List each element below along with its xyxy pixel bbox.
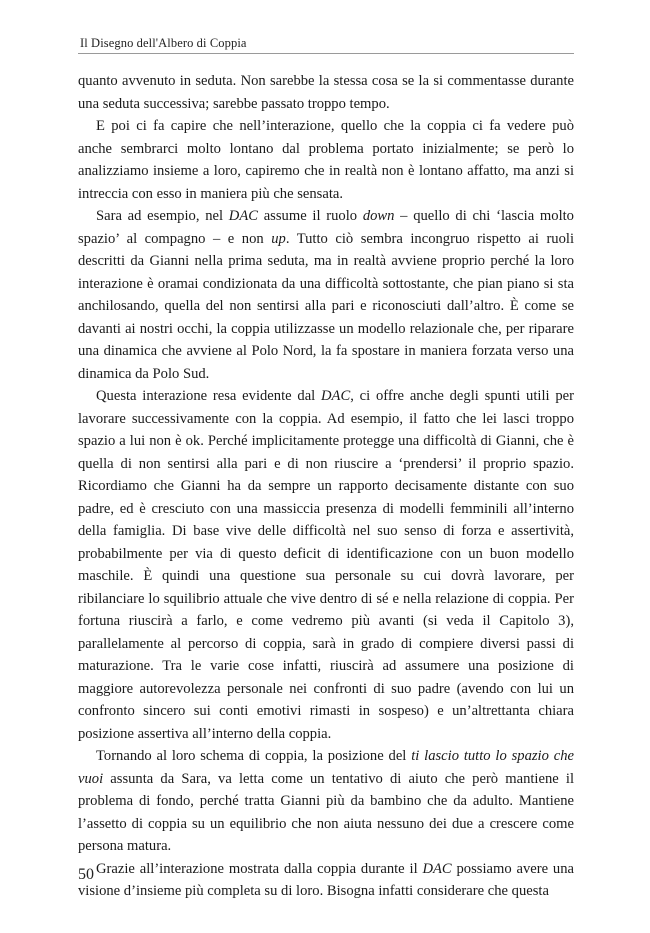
paragraph (78, 205, 574, 385)
running-head-title: Il Disegno dell'Albero di Coppia (80, 36, 247, 50)
italic-text: DAC (228, 208, 258, 224)
text-run: Tornando al loro schema di coppia, la posizione del (96, 748, 412, 764)
header-rule (78, 53, 574, 54)
italic-text: ti lascio tutto lo spazio che vuoi (78, 748, 574, 787)
text-run: Grazie all’interazione mostrata dalla coppia durante il (96, 860, 423, 877)
text-run: assunta da Sara, va letta come un tentativo di aiuto che però mantiene il problema di fondo, perché tratta Gianni più da bambino che da adulto. Mantiene l’assetto di coppia su un equilibrio che non aiuta nessuno dei due a crescere come persona matura. (78, 770, 574, 854)
paragraph (78, 70, 574, 115)
text-run: – quello di chi ‘lascia molto spazio’ al compagno – e non (78, 208, 574, 247)
text-run: E poi ci fa capire che nell’interazione, quello che la coppia ci fa vedere può anche sembrarci molto lontano dal problema portato inizialmente; se però lo analizziamo insieme a loro, capiremo che in realtà non è lontano affatto, ma anzi si intreccia con esso in maniera più che sensata. (78, 118, 574, 202)
page-body (78, 70, 574, 903)
italic-text: down (362, 208, 395, 224)
italic-text: DAC (321, 388, 351, 404)
text-run: Sara ad esempio, nel (96, 208, 229, 224)
italic-text: DAC (422, 860, 452, 877)
text-run: assume il ruolo (257, 208, 363, 224)
italic-text: up (271, 230, 286, 247)
text-run: quanto avvenuto in seduta. Non sarebbe la stessa cosa se la si commentasse durante una seduta successiva; sarebbe passato troppo tempo. (78, 73, 574, 112)
text-run: , ci offre anche degli spunti utili per lavorare successivamente con la coppia. Ad esempio, il fatto che lei lasci troppo spazio a lui non è ok. Perché implicitamente protegge una difficoltà di Gianni, che è quella di non sentirsi alla pari e di non riuscire a ‘prendersi’ il proprio spazio. Ricordiamo che Gianni ha da sempre un rapporto decisamente distante con suo padre, ed è cresciuto con una massiccia presenza di modelli femminili all’interno della famiglia. Di base vive delle difficoltà nel suo senso di forza e assertività, probabilmente per via di questo deficit di identificazione con un buon modello maschile. È quindi una questione sua personale su cui dovrà lavorare, per ribilanciare lo squilibrio attuale che vive dentro di sé e nella relazione di coppia. Per fortuna riuscirà a farlo, e come vedremo più avanti (si veda il Capitolo 3), parallelamente al percorso di coppia, sarà in grado di compiere diversi passi di maturazione. Tra le varie cose infatti, riuscirà ad assumere una posizione di maggiore autorevolezza personale nei confronti di suo padre (avendo con lui un confronto sincero sui conti emotivi rimasti in sospeso) e un’altrettanta chiara posizione assertiva all’interno della coppia. (78, 388, 574, 742)
text-run: . Tutto ciò sembra incongruo rispetto ai ruoli descritti da Gianni nella prima seduta, ma in realtà avviene proprio perché la loro interazione è oramai condizionata da una difficoltà sottostante, che pian piano si sta anchilosando, quella del non sentirsi alla pari e riconosciuti dall’altro. È come se davanti ai nostri occhi, la coppia utilizzasse un modello relazionale che, per riparare una dinamica che avviene al Polo Nord, la fa spostare in maniera forzata verso una dinamica da Polo Sud. (78, 230, 575, 382)
paragraph (78, 115, 574, 205)
paragraph (78, 858, 574, 903)
text-run: Questa interazione resa evidente dal (96, 388, 322, 404)
page-number: 50 (78, 866, 94, 883)
paragraph (78, 745, 574, 858)
text-run: possiamo avere una visione d’insieme più completa su di loro. Bisogna infatti considerare che questa (78, 860, 574, 899)
paragraph (78, 385, 574, 745)
